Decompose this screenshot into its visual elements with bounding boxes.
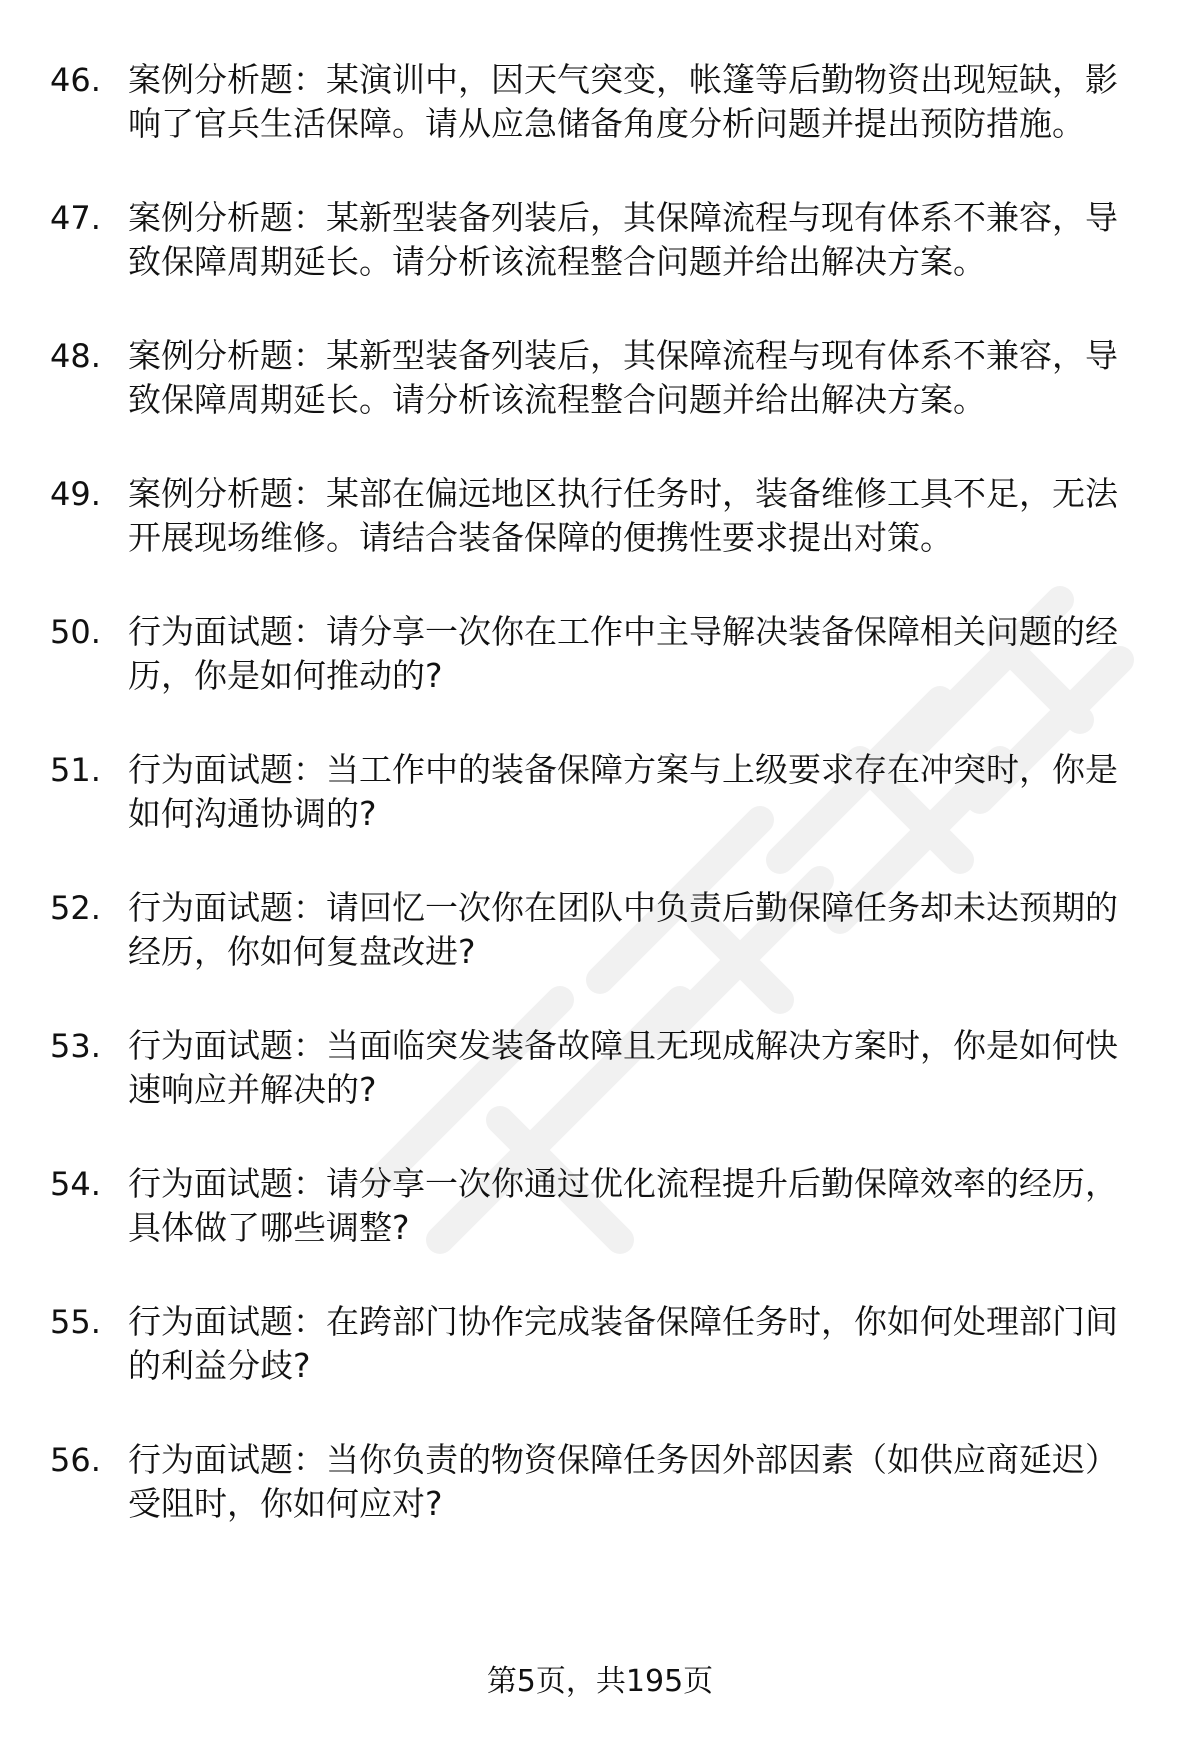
list-item — [50, 748, 1145, 836]
question-number: 52. — [50, 889, 101, 927]
list-item — [50, 1300, 1145, 1388]
list-item — [50, 334, 1145, 422]
list-item — [50, 610, 1145, 698]
question-text: 行为面试题：当你负责的物资保障任务因外部因素（如供应商延迟）受阻时，你如何应对? — [128, 1440, 1118, 1523]
list-item — [50, 58, 1145, 146]
list-item — [50, 1024, 1145, 1112]
list-item — [50, 1438, 1145, 1526]
question-number: 54. — [50, 1165, 101, 1203]
question-number: 53. — [50, 1027, 101, 1065]
question-text: 行为面试题：当工作中的装备保障方案与上级要求存在冲突时，你是如何沟通协调的? — [128, 750, 1118, 833]
question-text: 案例分析题：某演训中，因天气突变，帐篷等后勤物资出现短缺，影响了官兵生活保障。请从应急储备角度分析问题并提出预防措施。 — [128, 60, 1118, 143]
list-item — [50, 472, 1145, 560]
question-number: 56. — [50, 1441, 101, 1479]
question-list — [50, 58, 1145, 1576]
list-item — [50, 1162, 1145, 1250]
question-text: 案例分析题：某部在偏远地区执行任务时，装备维修工具不足，无法开展现场维修。请结合装备保障的便携性要求提出对策。 — [128, 474, 1118, 557]
list-item — [50, 886, 1145, 974]
question-text: 行为面试题：在跨部门协作完成装备保障任务时，你如何处理部门间的利益分歧? — [128, 1302, 1118, 1385]
question-text: 行为面试题：当面临突发装备故障且无现成解决方案时，你是如何快速响应并解决的? — [128, 1026, 1118, 1109]
list-item — [50, 196, 1145, 284]
question-text: 行为面试题：请分享一次你在工作中主导解决装备保障相关问题的经历，你是如何推动的? — [128, 612, 1118, 695]
question-text: 行为面试题：请分享一次你通过优化流程提升后勤保障效率的经历，具体做了哪些调整? — [128, 1164, 1118, 1247]
page-number-footer: 第5页，共195页 — [486, 1664, 714, 1699]
question-number: 55. — [50, 1303, 101, 1341]
question-text: 案例分析题：某新型装备列装后，其保障流程与现有体系不兼容，导致保障周期延长。请分析该流程整合问题并给出解决方案。 — [128, 198, 1118, 281]
question-number: 50. — [50, 613, 101, 651]
question-number: 47. — [50, 199, 101, 237]
question-number: 46. — [50, 61, 101, 99]
question-number: 48. — [50, 337, 101, 375]
question-number: 49. — [50, 475, 101, 513]
question-number: 51. — [50, 751, 101, 789]
question-text: 案例分析题：某新型装备列装后，其保障流程与现有体系不兼容，导致保障周期延长。请分析该流程整合问题并给出解决方案。 — [128, 336, 1118, 419]
question-text: 行为面试题：请回忆一次你在团队中负责后勤保障任务却未达预期的经历，你如何复盘改进? — [128, 888, 1118, 971]
